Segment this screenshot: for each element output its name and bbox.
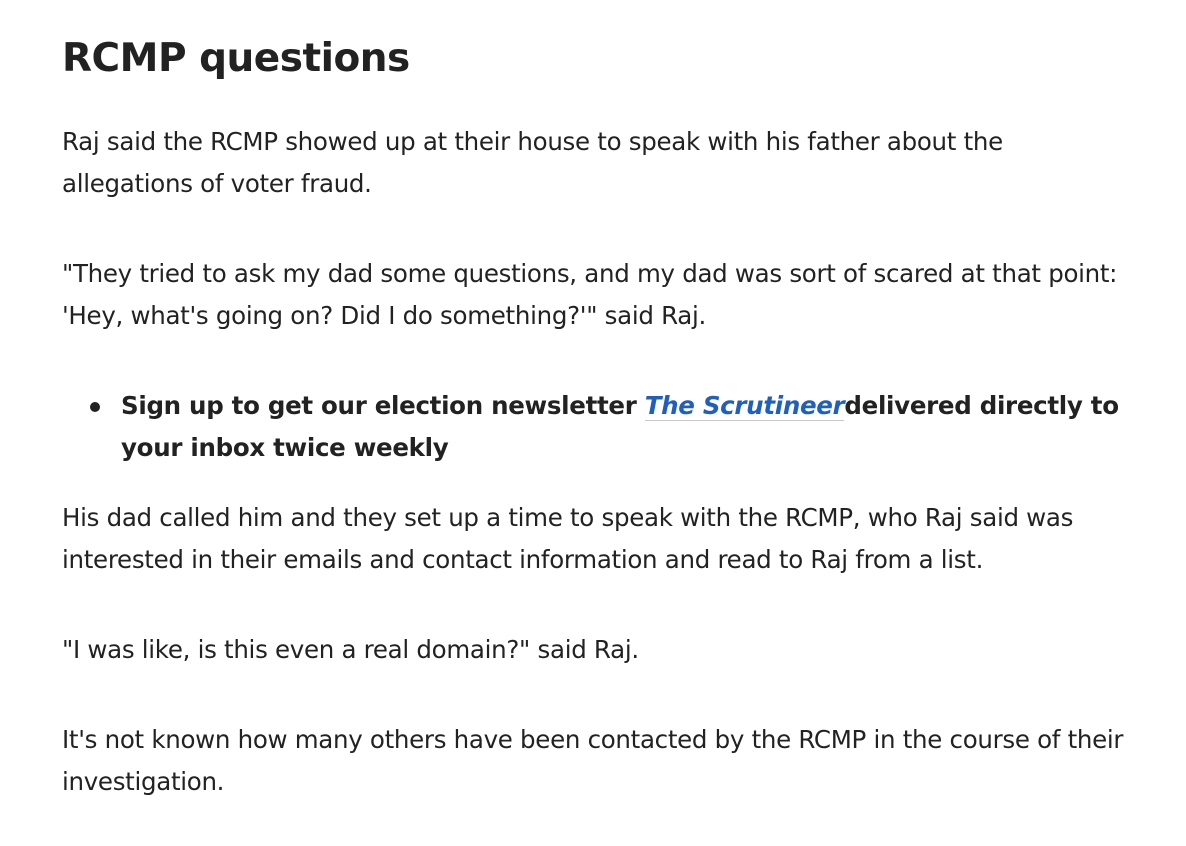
promo-prefix: Sign up to get our election newsletter: [121, 391, 645, 420]
newsletter-promo-list: [62, 385, 1142, 469]
paragraph-rcmp-visit: Raj said the RCMP showed up at their house to speak with his father about the allegations of voter fraud.: [62, 127, 1003, 198]
newsletter-link[interactable]: The Scrutineer: [644, 391, 845, 420]
paragraph-investigation: It's not known how many others have been contacted by the RCMP in the course of their investigation.: [62, 725, 1124, 796]
newsletter-promo-item: [62, 385, 1142, 469]
promo-suffix: delivered directly to your inbox twice weekly: [121, 391, 1119, 462]
paragraph-set-up-time: His dad called him and they set up a time to speak with the RCMP, who Raj said was interested in their emails and contact information and read to Raj from a list.: [62, 503, 1074, 574]
paragraph-domain-quote: "I was like, is this even a real domain?" said Raj.: [62, 635, 639, 664]
paragraph-dad-quote: "They tried to ask my dad some questions, and my dad was sort of scared at that point: 'Hey, what's going on? Did I do something?'" said Raj.: [62, 259, 1118, 330]
section-heading: RCMP questions: [62, 36, 410, 81]
bullet-icon: [90, 402, 100, 412]
